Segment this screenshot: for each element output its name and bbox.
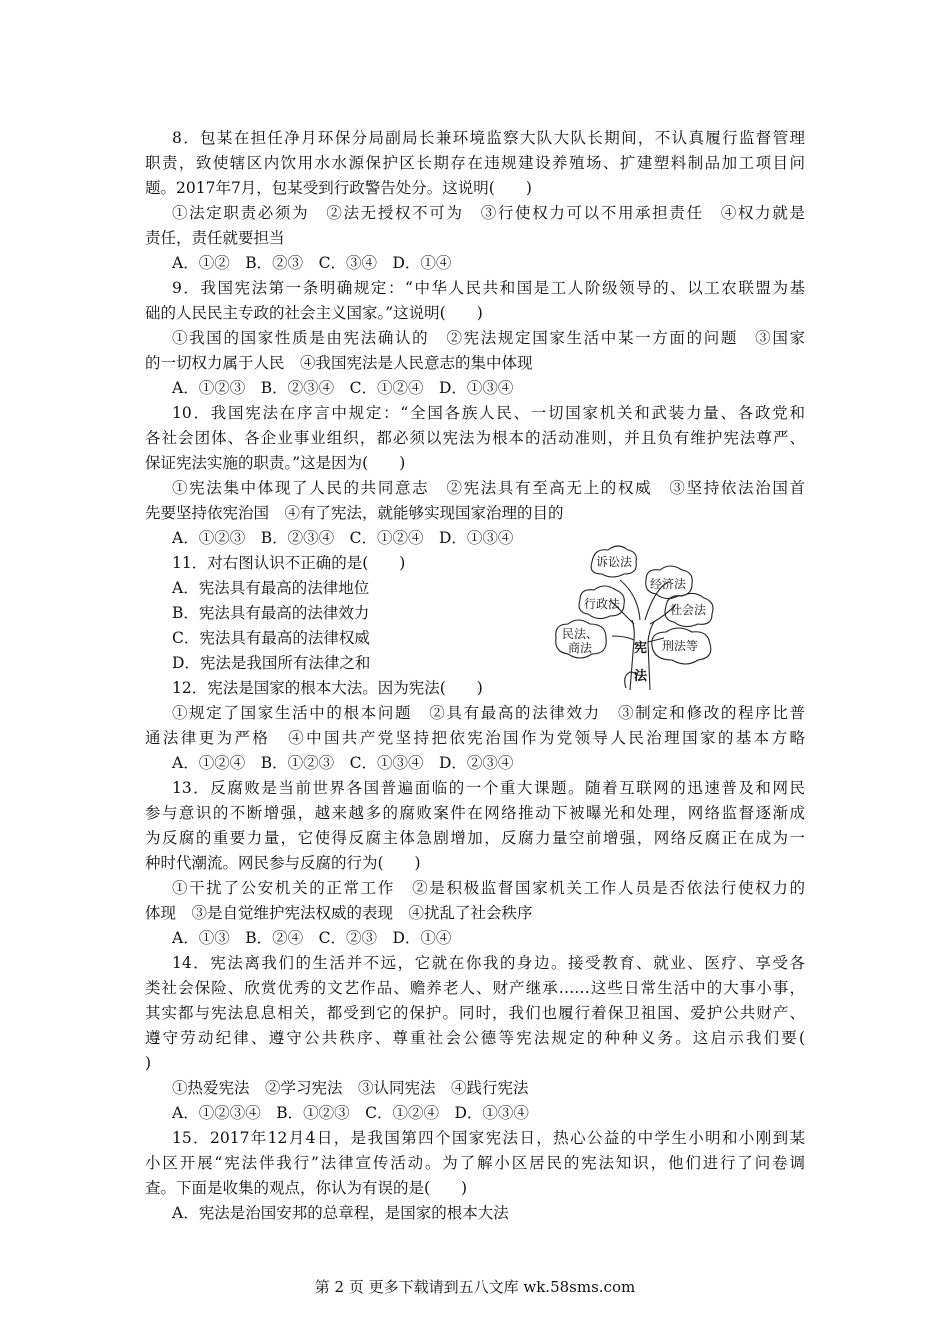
q13-statements-line-1: ①干扰了公安机关的正常工作 ②是积极监督国家机关工作人员是否依法行使权力的 [172,879,805,897]
q10-options: A．①②③ B．②③④ C．①②④ D．①③④ [172,529,514,547]
q9-stem-line-1: 9．我国宪法第一条明确规定：“中华人民共和国是工人阶级领导的、以工农联盟为基 [172,279,805,297]
q15-stem-line-2: 小区开展“宪法伴我行”法律宣传活动。为了解小区居民的宪法知识，他们进行了问卷调 [145,1154,805,1172]
q15-stem-line-3: 查。下面是收集的观点，你认为有误的是( ) [145,1179,468,1197]
q14-stem-line-3: 其实都与宪法息息相关，都受到它的保护。同时，我们也履行着保卫祖国、爱护公共财产、 [145,1004,805,1022]
q11-option-a: A．宪法具有最高的法律地位 [172,579,370,597]
q10-stem-line-3: 保证宪法实施的职责。”这是因为( ) [145,454,406,472]
tree-label-economic-law: 经济法 [650,577,687,591]
q10-stem-line-2: 各社会团体、各企业事业组织，都必须以宪法为根本的活动准则，并且负有维护宪法尊严、 [145,429,805,447]
tree-label-commercial-law: 商法 [568,641,593,655]
q12-statements-line-1: ①规定了国家生活中的根本问题 ②具有最高的法律效力 ③制定和修改的程序比普 [172,704,805,722]
q10-statements-line-2: 先要坚持依宪治国 ④有了宪法，就能够实现国家治理的目的 [145,504,564,522]
tree-label-administrative-law: 行政法 [584,597,621,611]
q10-statements-line-1: ①宪法集中体现了人民的共同意志 ②宪法具有至高无上的权威 ③坚持依法治国首 [172,479,805,497]
q12-options: A．①②④ B．①②③ C．①③④ D．②③④ [172,754,514,772]
q8-options: A．①② B．②③ C．③④ D．①④ [172,254,452,272]
q11-option-c: C．宪法具有最高的法律权威 [172,629,370,647]
page-footer: 第 2 页 更多下载请到五八文库 wk.58sms.com [314,1278,636,1296]
q14-statements: ①热爱宪法 ②学习宪法 ③认同宪法 ④践行宪法 [172,1079,529,1097]
tree-label-procedure-law: 诉讼法 [596,555,633,569]
constitution-tree-figure [550,540,740,690]
q13-stem-line-1: 13．反腐败是当前世界各国普遍面临的一个重大课题。随着互联网的迅速普及和网民 [172,779,805,797]
q15-option-a: A．宪法是治国安邦的总章程，是国家的根本大法 [172,1204,509,1222]
tree-label-civil-law: 民法、 [562,627,599,641]
q14-stem-line-5: ) [145,1054,152,1072]
q9-stem-line-2: 础的人民民主专政的社会主义国家。”这说明( ) [145,304,483,322]
q12-stem: 12．宪法是国家的根本大法。因为宪法( ) [172,679,483,697]
tree-label-criminal-law: 刑法等 [662,639,699,653]
q8-stem-line-3: 题。2017年7月，包某受到行政警告处分。这说明( ) [145,179,532,197]
q8-stem-line-2: 职责，致使辖区内饮用水水源保护区长期存在违规建设养殖场、扩建塑料制品加工项目问 [145,154,805,172]
q11-option-b: B．宪法具有最高的法律效力 [172,604,370,622]
q8-stem-line-1: 8．包某在担任净月环保分局副局长兼环境监察大队大队长期间，不认真履行监督管理 [172,129,805,147]
tree-branch [620,580,640,620]
q9-statements-line-2: 的一切权力属于人民 ④我国宪法是人民意志的集中体现 [145,354,533,372]
q8-statements-line-2: 责任，责任就要担当 [145,229,285,247]
q14-stem-line-2: 类社会保险、欣赏优秀的文艺作品、赡养老人、财产继承……这些日常生活中的大事小事， [145,979,805,997]
q14-options: A．①②③④ B．①②③ C．①②④ D．①③④ [172,1104,529,1122]
q9-options: A．①②③ B．②③④ C．①②④ D．①③④ [172,379,514,397]
q14-stem-line-4: 遵守劳动纪律、遵守公共秩序、尊重社会公德等宪法规定的种种义务。这启示我们要( [145,1029,805,1047]
q10-stem-line-1: 10．我国宪法在序言中规定：“全国各族人民、一切国家机关和武装力量、各政党和 [172,404,805,422]
q13-stem-line-2: 参与意识的不断增强，越来越多的腐败案件在网络推动下被曝光和处理，网络监督逐渐成 [145,804,805,822]
q13-statements-line-2: 体现 ③是自觉维护宪法权威的表现 ④扰乱了社会秩序 [145,904,533,922]
q13-stem-line-4: 种时代潮流。网民参与反腐的行为( ) [145,854,421,872]
q8-statements-line-1: ①法定职责必须为 ②法无授权不可为 ③行使权力可以不用承担责任 ④权力就是 [172,204,805,222]
q9-statements-line-1: ①我国的国家性质是由宪法确认的 ②宪法规定国家生活中某一方面的问题 ③国家 [172,329,805,347]
tree-label-social-law: 社会法 [670,603,707,617]
tree-trunk-label-2: 法 [634,669,648,684]
q11-stem: 11．对右图认识不正确的是( ) [172,554,406,572]
q13-stem-line-3: 为反腐的重要力量，它使得反腐主体急剧增加，反腐力量空前增强，网络反腐正在成为一 [145,829,805,847]
q11-option-d: D．宪法是我国所有法律之和 [172,654,371,672]
q13-options: A．①③ B．②④ C．②③ D．①④ [172,929,452,947]
q14-stem-line-1: 14．宪法离我们的生活并不远，它就在你我的身边。接受教育、就业、医疗、享受各 [172,954,805,972]
q15-stem-line-1: 15．2017年12月4日，是我国第四个国家宪法日，热心公益的中学生小明和小刚到某 [172,1129,805,1147]
tree-branch [612,636,634,640]
tree-trunk-label-1: 宪 [634,641,648,656]
q12-statements-line-2: 通法律更为严格 ④中国共产党坚持把依宪治国作为党领导人民治理国家的基本方略 [145,729,805,747]
